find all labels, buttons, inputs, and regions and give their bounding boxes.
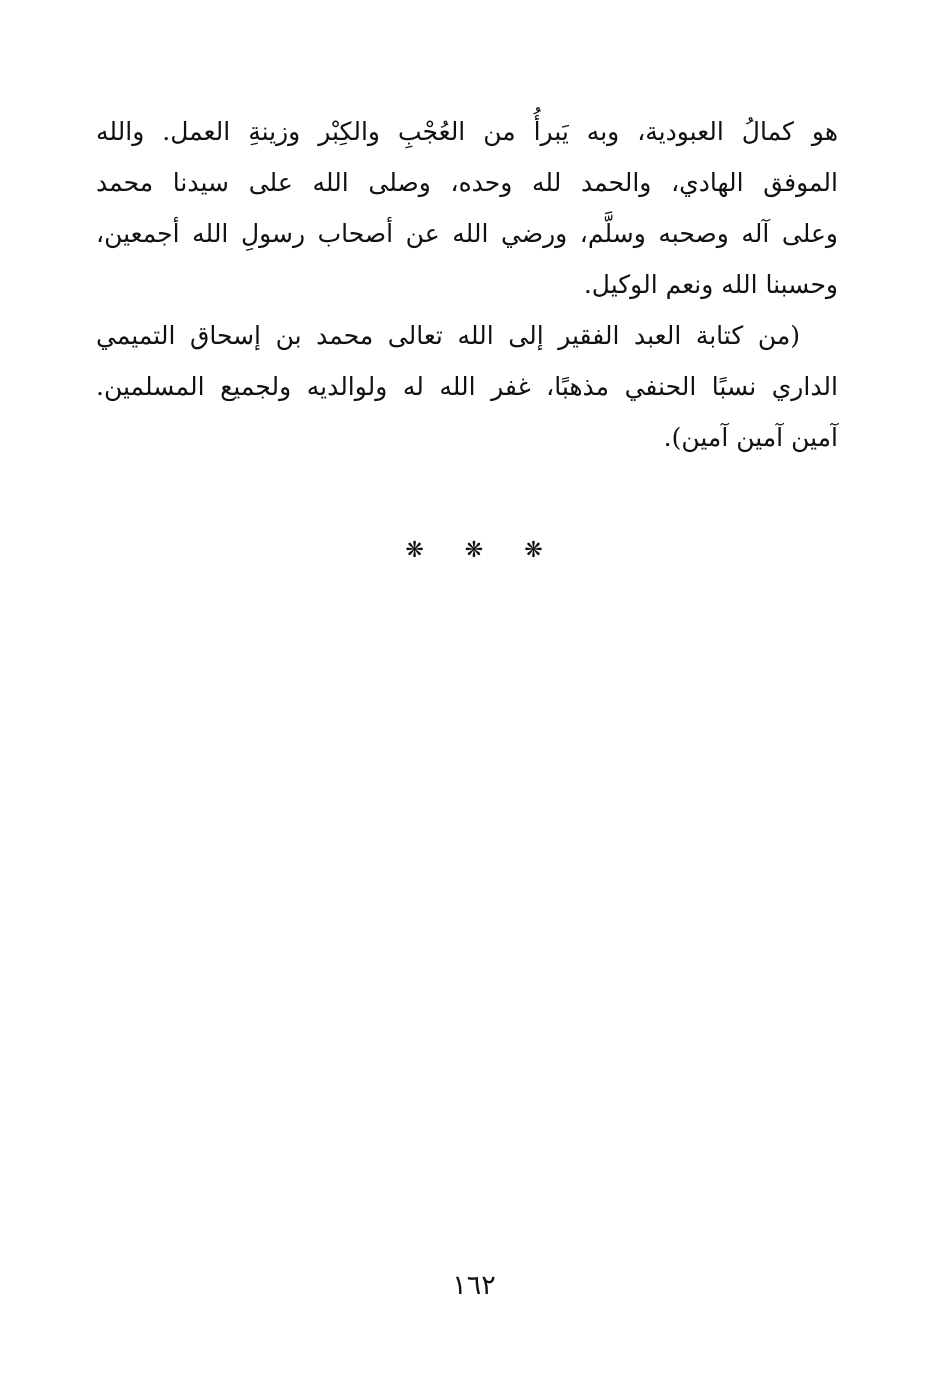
text-line: هو كمالُ العبودية، وبه يَبرأُ من العُجْبِ والكِبْر وزينةِ العمل. والله (96, 117, 838, 146)
page-number: ١٦٢ (452, 1270, 496, 1301)
text-line: وعلى آله وصحبه وسلَّم، ورضي الله عن أصحاب رسولِ الله أجمعين، (96, 219, 838, 248)
colophon-paragraph (96, 310, 838, 463)
asterism-icon: ❋ (405, 538, 424, 563)
text-line: وحسبنا الله ونعم الوكيل. (583, 270, 838, 299)
asterism-icon: ❋ (524, 538, 543, 563)
section-separator (0, 538, 948, 563)
text-line: (من كتابة العبد الفقير إلى الله تعالى محمد بن إسحاق التميمي (96, 321, 800, 350)
text-line: آمين آمين آمين). (663, 423, 838, 452)
text-line: الداري نسبًا الحنفي مذهبًا، غفر الله له ولوالديه ولجميع المسلمين. (96, 372, 838, 401)
asterism-icon: ❋ (464, 538, 484, 563)
closing-paragraph (96, 106, 838, 310)
text-line: الموفق الهادي، والحمد لله وحده، وصلى الله على سيدنا محمد (96, 168, 838, 197)
